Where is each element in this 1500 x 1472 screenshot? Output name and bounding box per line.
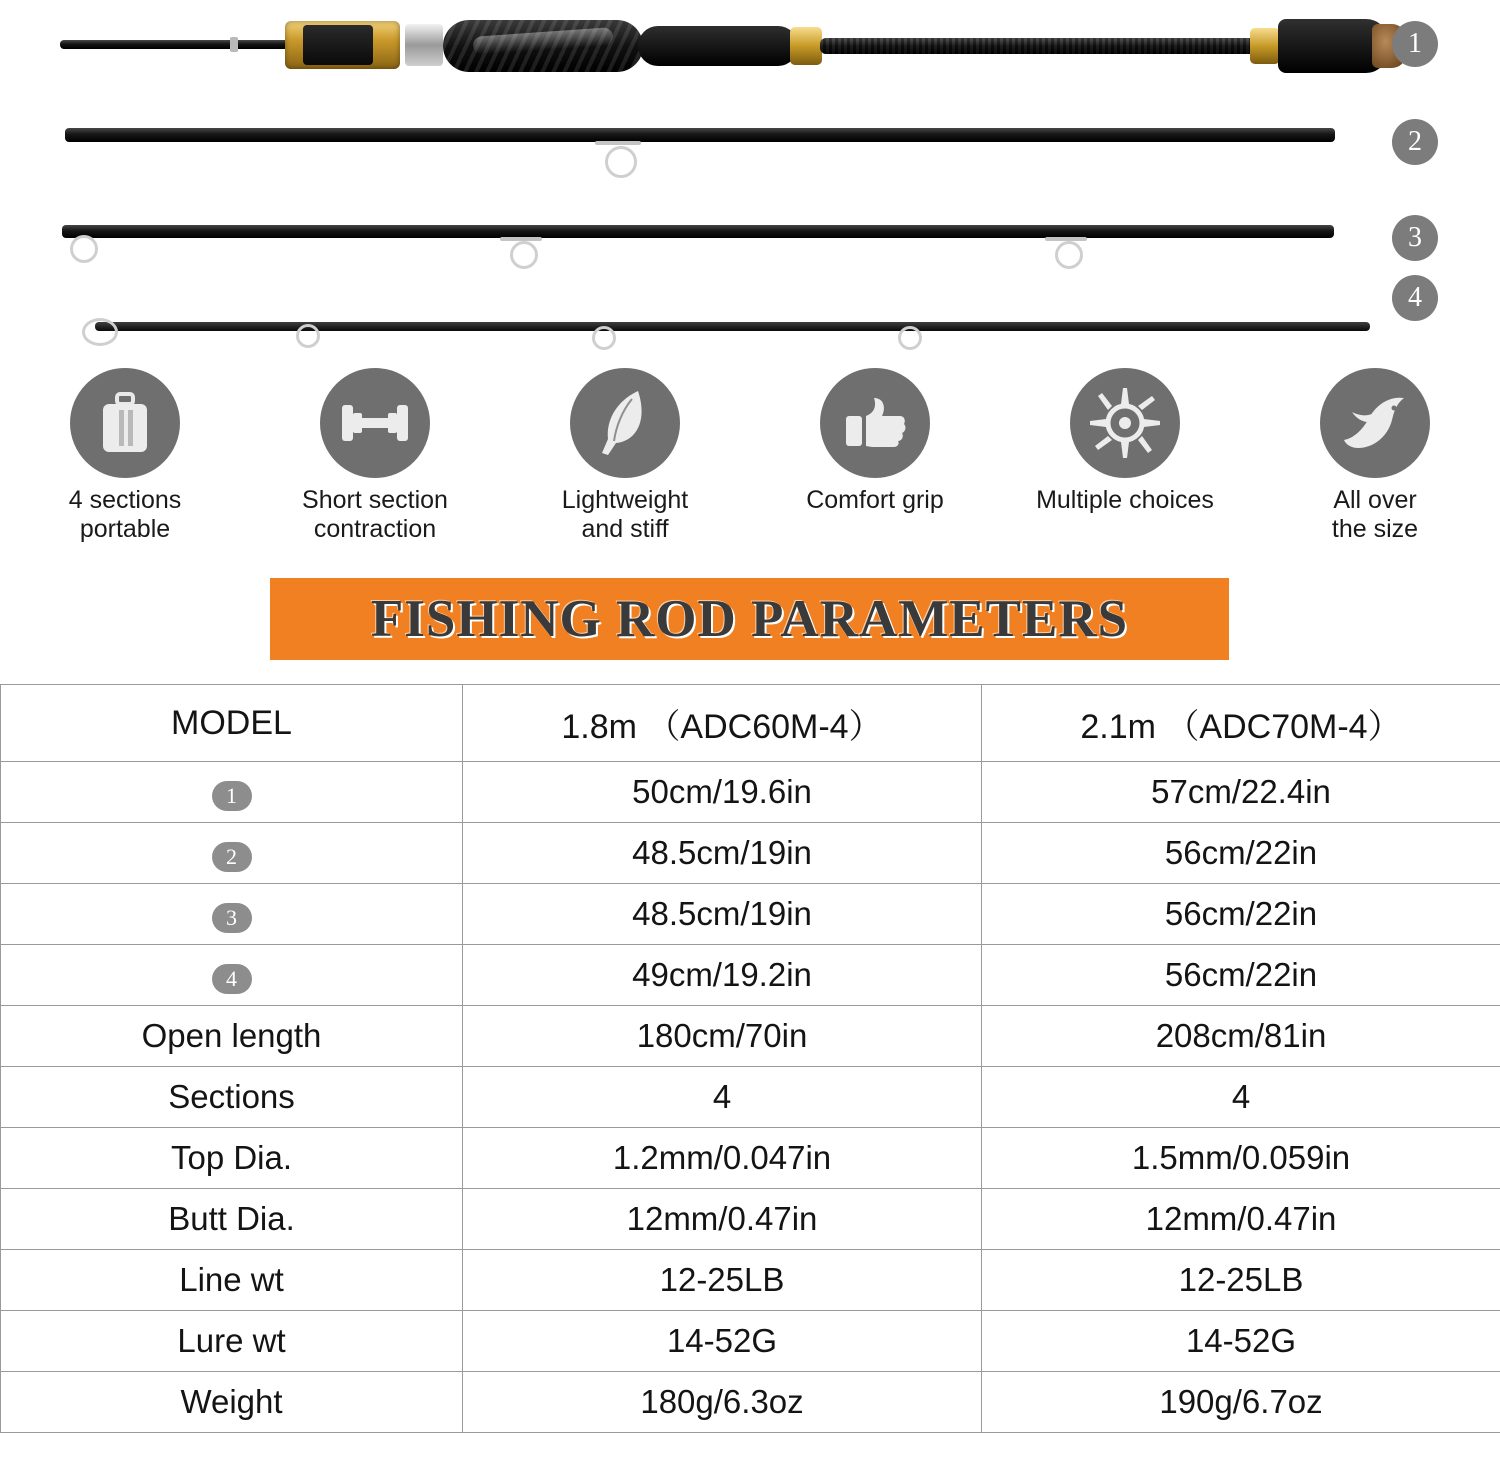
parameters-table: [0, 684, 1500, 1433]
table-header-model-1: 1.8m （ADC60M-4）: [463, 685, 982, 762]
reel-seat-ring: [405, 24, 443, 66]
line-guide-foot: [500, 237, 542, 241]
cell-model-1: 180cm/70in: [463, 1006, 982, 1067]
section-badge: 4: [212, 964, 252, 994]
cell-model-2: 208cm/81in: [982, 1006, 1500, 1067]
suitcase-icon: [70, 368, 180, 478]
parameters-banner: [272, 580, 1227, 658]
cell-model-2: 4: [982, 1067, 1500, 1128]
feature-item-choices: [1000, 368, 1250, 568]
feature-label: Comfort grip: [806, 486, 944, 514]
feature-item-contraction: [250, 368, 500, 568]
cell-model-1: 14-52G: [463, 1311, 982, 1372]
cell-model-2: 56cm/22in: [982, 823, 1500, 884]
banner-title: FISHING ROD PARAMETERS: [370, 590, 1129, 648]
table-row: [1, 1189, 1500, 1250]
feature-label: Multiple choices: [1036, 486, 1214, 514]
line-guide: [592, 326, 616, 350]
feature-label: Lightweight and stiff: [561, 486, 689, 543]
feature-item-grip: [750, 368, 1000, 568]
row-label-badge: [1, 945, 463, 1006]
line-guide-foot: [595, 141, 641, 145]
section-badge: 3: [212, 903, 252, 933]
row-label: Lure wt: [1, 1311, 463, 1372]
carbon-blank: [820, 38, 1260, 54]
line-guide: [1055, 241, 1083, 269]
feature-label: Short section contraction: [302, 486, 448, 543]
cell-model-1: 180g/6.3oz: [463, 1372, 982, 1433]
feature-label: 4 sections portable: [68, 486, 182, 543]
line-guide: [898, 326, 922, 350]
row-label-badge: [1, 884, 463, 945]
feature-label: All over the size: [1331, 486, 1419, 543]
table-header-row: [1, 685, 1500, 762]
section-badge-1: 1: [1392, 21, 1438, 67]
gold-nut-front: [790, 27, 822, 65]
row-label: Top Dia.: [1, 1128, 463, 1189]
line-guide: [296, 324, 320, 348]
gold-nut-rear: [1250, 28, 1280, 64]
section-badge: 1: [212, 781, 252, 811]
line-guide: [605, 146, 637, 178]
table-row: [1, 1128, 1500, 1189]
cell-model-2: 57cm/22.4in: [982, 762, 1500, 823]
feature-item-lightweight: [500, 368, 750, 568]
tip-top-guide: [82, 318, 118, 346]
row-label: Butt Dia.: [1, 1189, 463, 1250]
section-badge-4: 4: [1392, 275, 1438, 321]
rod-section-1: [60, 10, 1345, 82]
feature-list: [0, 368, 1500, 568]
table-row: [1, 1067, 1500, 1128]
cell-model-1: 12-25LB: [463, 1250, 982, 1311]
thumbs-up-icon: [820, 368, 930, 478]
table-row: [1, 1250, 1500, 1311]
front-grip: [443, 20, 643, 72]
row-label-badge: [1, 762, 463, 823]
cell-model-2: 14-52G: [982, 1311, 1500, 1372]
line-guide: [510, 241, 538, 269]
line-guide-foot: [1045, 237, 1087, 241]
dumbbell-icon: [320, 368, 430, 478]
table-row: [1, 762, 1500, 823]
table-header-model-2: 2.1m （ADC70M-4）: [982, 685, 1500, 762]
table-row: [1, 1006, 1500, 1067]
feather-icon: [570, 368, 680, 478]
cell-model-1: 1.2mm/0.047in: [463, 1128, 982, 1189]
row-label: Weight: [1, 1372, 463, 1433]
row-label-badge: [1, 823, 463, 884]
feature-item-size: [1250, 368, 1500, 568]
cell-model-1: 50cm/19.6in: [463, 762, 982, 823]
cell-model-1: 12mm/0.47in: [463, 1189, 982, 1250]
row-label: Line wt: [1, 1250, 463, 1311]
cell-model-1: 48.5cm/19in: [463, 823, 982, 884]
reel-seat: [285, 21, 400, 69]
cell-model-2: 12-25LB: [982, 1250, 1500, 1311]
cell-model-2: 56cm/22in: [982, 945, 1500, 1006]
feature-item-portable: [0, 368, 250, 568]
dolphin-icon: [1320, 368, 1430, 478]
table-header-model: MODEL: [1, 685, 463, 762]
row-label: Open length: [1, 1006, 463, 1067]
table-row: [1, 1311, 1500, 1372]
section-badge: 2: [212, 842, 252, 872]
table-row: [1, 1372, 1500, 1433]
cell-model-2: 12mm/0.47in: [982, 1189, 1500, 1250]
rod-blank-tip: [60, 40, 300, 49]
cell-model-1: 4: [463, 1067, 982, 1128]
table-row: [1, 945, 1500, 1006]
ship-wheel-icon: [1070, 368, 1180, 478]
cell-model-1: 49cm/19.2in: [463, 945, 982, 1006]
fore-grip: [638, 26, 798, 66]
cell-model-2: 1.5mm/0.059in: [982, 1128, 1500, 1189]
rod-blank-4: [95, 322, 1370, 331]
cell-model-2: 56cm/22in: [982, 884, 1500, 945]
cell-model-1: 48.5cm/19in: [463, 884, 982, 945]
table-row: [1, 823, 1500, 884]
row-label: Sections: [1, 1067, 463, 1128]
cell-model-2: 190g/6.7oz: [982, 1372, 1500, 1433]
section-badge-2: 2: [1392, 119, 1438, 165]
table-row: [1, 884, 1500, 945]
rod-blank-2: [65, 128, 1335, 142]
section-badge-3: 3: [1392, 215, 1438, 261]
rod-blank-3: [62, 225, 1334, 238]
line-guide: [70, 235, 98, 263]
product-image-area: [0, 0, 1500, 368]
